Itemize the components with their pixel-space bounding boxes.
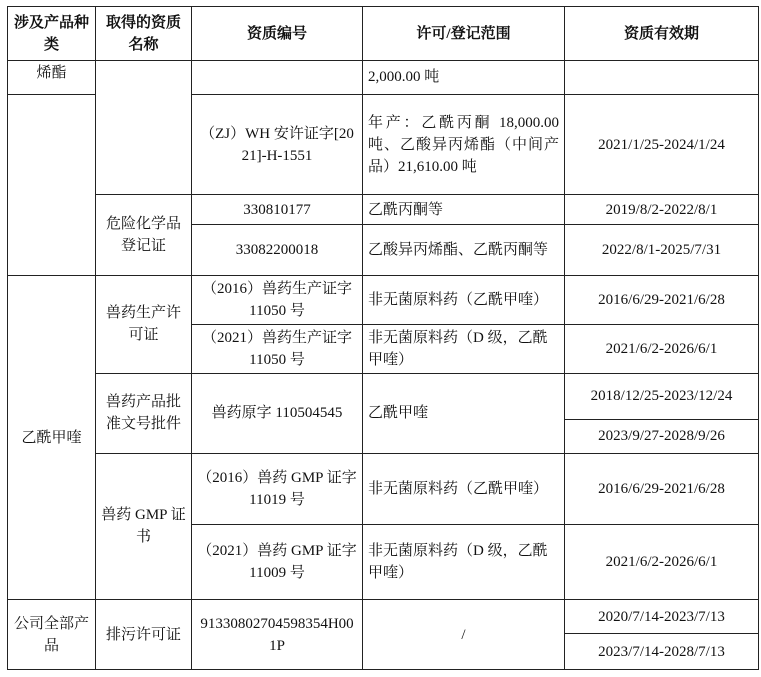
cell-product: 公司全部产品 [8, 600, 96, 670]
table-row [8, 195, 759, 225]
cell-validity: 2021/1/25-2024/1/24 [565, 94, 759, 194]
cell-validity: 2019/8/2-2022/8/1 [565, 195, 759, 225]
cell-validity: 2016/6/29-2021/6/28 [565, 276, 759, 325]
cell-validity: 2021/6/2-2026/6/1 [565, 525, 759, 600]
cell-validity: 2023/7/14-2028/7/13 [565, 634, 759, 670]
cell-qualification: 兽药 GMP 证书 [96, 453, 192, 600]
cell-number: （2021）兽药 GMP 证字 11009 号 [192, 525, 363, 600]
cell-scope: 乙酸异丙烯酯、乙酰丙酮等 [363, 225, 565, 276]
table-row [8, 373, 759, 419]
header-product-type: 涉及产品种类 [8, 7, 96, 61]
table-row [8, 453, 759, 525]
cell-number: 91330802704598354H001P [192, 600, 363, 670]
cell-number: （2021）兽药生产证字 11050 号 [192, 325, 363, 373]
cell-validity: 2020/7/14-2023/7/13 [565, 600, 759, 634]
cell-validity: 2016/6/29-2021/6/28 [565, 453, 759, 525]
cell-validity: 2023/9/27-2028/9/26 [565, 419, 759, 453]
table-row [8, 276, 759, 325]
cell-scope: 非无菌原料药（D 级，乙酰甲喹） [363, 525, 565, 600]
qualification-table [7, 6, 759, 670]
header-qualification-name: 取得的资质名称 [96, 7, 192, 61]
cell-number: 33082200018 [192, 225, 363, 276]
cell-validity: 2018/12/25-2023/12/24 [565, 373, 759, 419]
cell-number: （2016）兽药生产证字 11050 号 [192, 276, 363, 325]
cell-scope: 2,000.00 吨 [363, 61, 565, 95]
cell-scope: 非无菌原料药（乙酰甲喹） [363, 276, 565, 325]
cell-number: 330810177 [192, 195, 363, 225]
cell-scope: 乙酰丙酮等 [363, 195, 565, 225]
header-validity: 资质有效期 [565, 7, 759, 61]
cell-qualification: 危险化学品登记证 [96, 195, 192, 276]
cell-number: 兽药原字 110504545 [192, 373, 363, 453]
cell-qualification: 兽药产品批准文号批件 [96, 373, 192, 453]
cell-scope: 年产：乙酰丙酮 18,000.00 吨、乙酸异丙烯酯（中间产品）21,610.00 吨 [363, 94, 565, 194]
cell-product: 乙酰甲喹 [8, 276, 96, 600]
cell-validity: 2021/6/2-2026/6/1 [565, 325, 759, 373]
header-qualification-number: 资质编号 [192, 7, 363, 61]
header-scope: 许可/登记范围 [363, 7, 565, 61]
cell-validity: 2022/8/1-2025/7/31 [565, 225, 759, 276]
table-header-row [8, 7, 759, 61]
cell-qualification: 兽药生产许可证 [96, 276, 192, 373]
cell-qualification-empty [96, 61, 192, 195]
cell-scope: 非无菌原料药（乙酰甲喹） [363, 453, 565, 525]
table-row [8, 61, 759, 95]
cell-number: （2016）兽药 GMP 证字 11019 号 [192, 453, 363, 525]
cell-product: 烯酯 [8, 61, 96, 95]
cell-product-empty [8, 94, 96, 275]
cell-number-empty [192, 61, 363, 95]
cell-qualification: 排污许可证 [96, 600, 192, 670]
cell-number: （ZJ）WH 安许证字[2021]-H-1551 [192, 94, 363, 194]
cell-scope: / [363, 600, 565, 670]
table-row [8, 600, 759, 634]
cell-validity-empty [565, 61, 759, 95]
cell-scope: 乙酰甲喹 [363, 373, 565, 453]
cell-scope: 非无菌原料药（D 级，乙酰甲喹） [363, 325, 565, 373]
